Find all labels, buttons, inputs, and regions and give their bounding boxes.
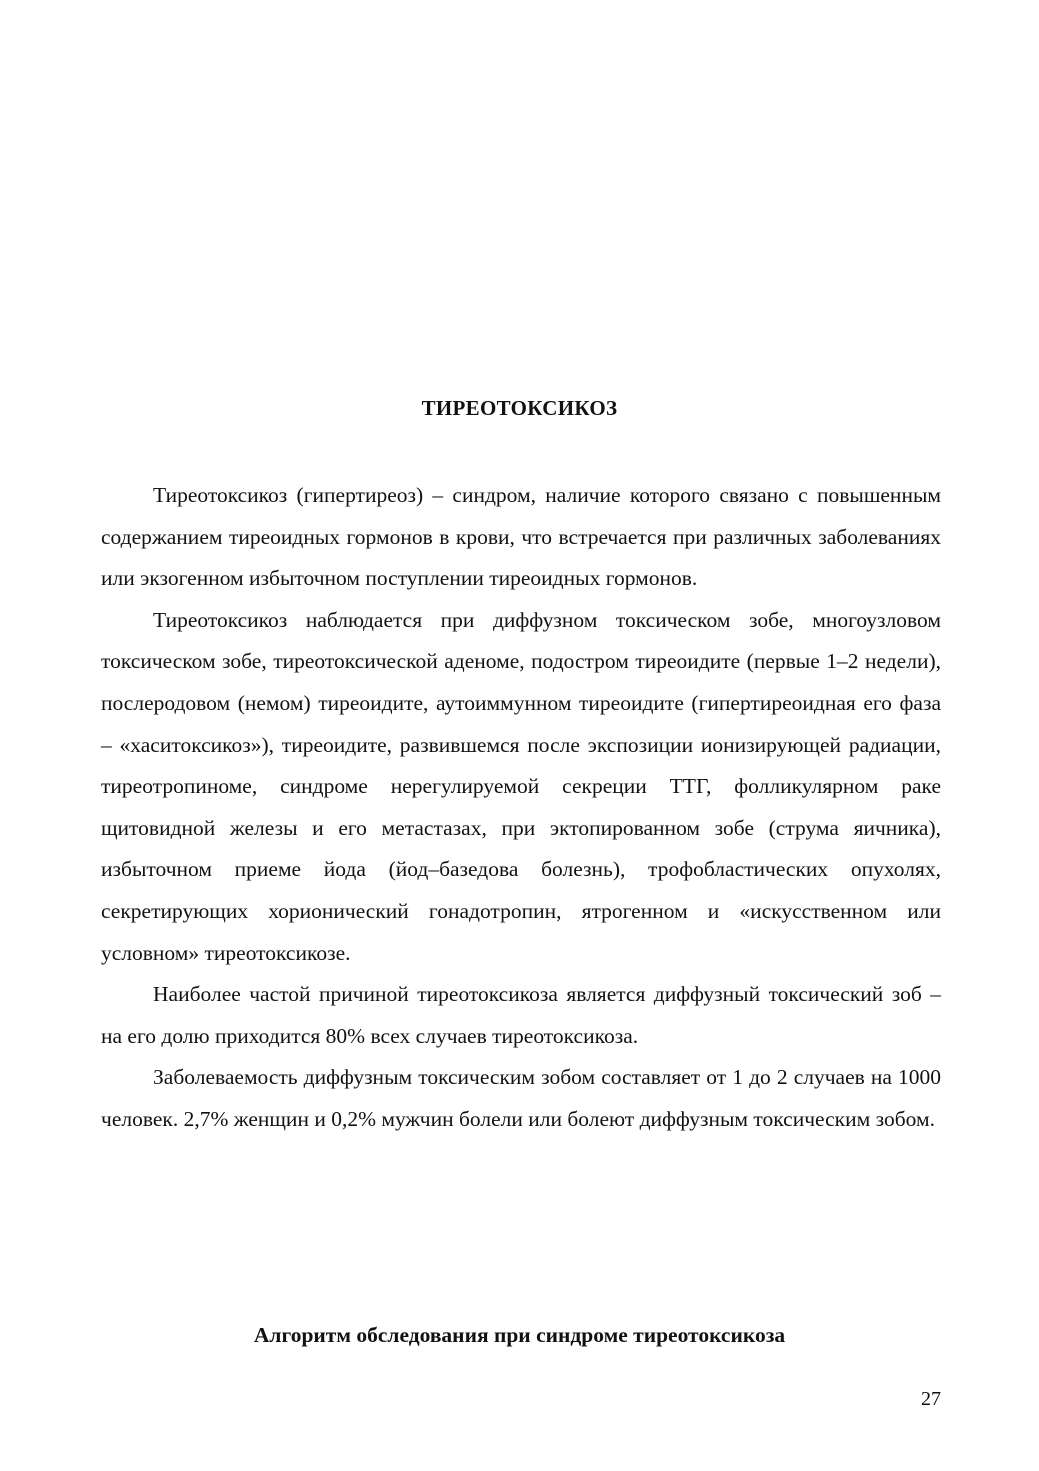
section-heading: Алгоритм обследования при синдроме тиреотоксикоза [253, 1323, 786, 1347]
paragraph-incidence: Заболеваемость диффузным токсическим зобом составляет от 1 до 2 случаев на 1000 человек. 2,7% женщин и 0,2% мужчин болели или болеют диффузным токсическим зобом. [101, 1065, 941, 1131]
page-number: 27 [921, 1388, 941, 1410]
body-text [101, 475, 941, 1141]
page-title: ТИРЕОТОКСИКОЗ [421, 396, 618, 420]
paragraph-frequent-cause: Наиболее частой причиной тиреотоксикоза является диффузный токсический зоб – на его долю приходится 80% всех случаев тиреотоксикоза. [101, 982, 941, 1048]
paragraph-definition: Тиреотоксикоз (гипертиреоз) – синдром, наличие которого связано с повышенным содержанием тиреоидных гормонов в крови, что встречается при различных заболеваниях или экзогенном избыточном поступлении тиреоидных гормонов. [101, 483, 941, 591]
paragraph-causes: Тиреотоксикоз наблюдается при диффузном токсическом зобе, многоузловом токсическом зобе, тиреотоксической аденоме, подостром тиреоидите (первые 1–2 недели), послеродовом (немом) тиреоидите, аутоиммунном тиреоидите (гипертиреоидная его фаза – «хаситоксикоз»), тиреоидите, развившемся после экспозиции ионизирующей радиации, тиреотропиноме, синдроме нерегулируемой секреции ТТГ, фолликулярном раке щитовидной железы и его метастазах, при эктопированном зобе (струма яичника), избыточном приеме йода (йод–базедова болезнь), трофобластических опухолях, секретирующих хорионический гонадотропин, ятрогенном и «искусственном или условном» тиреотоксикозе. [101, 607, 941, 965]
